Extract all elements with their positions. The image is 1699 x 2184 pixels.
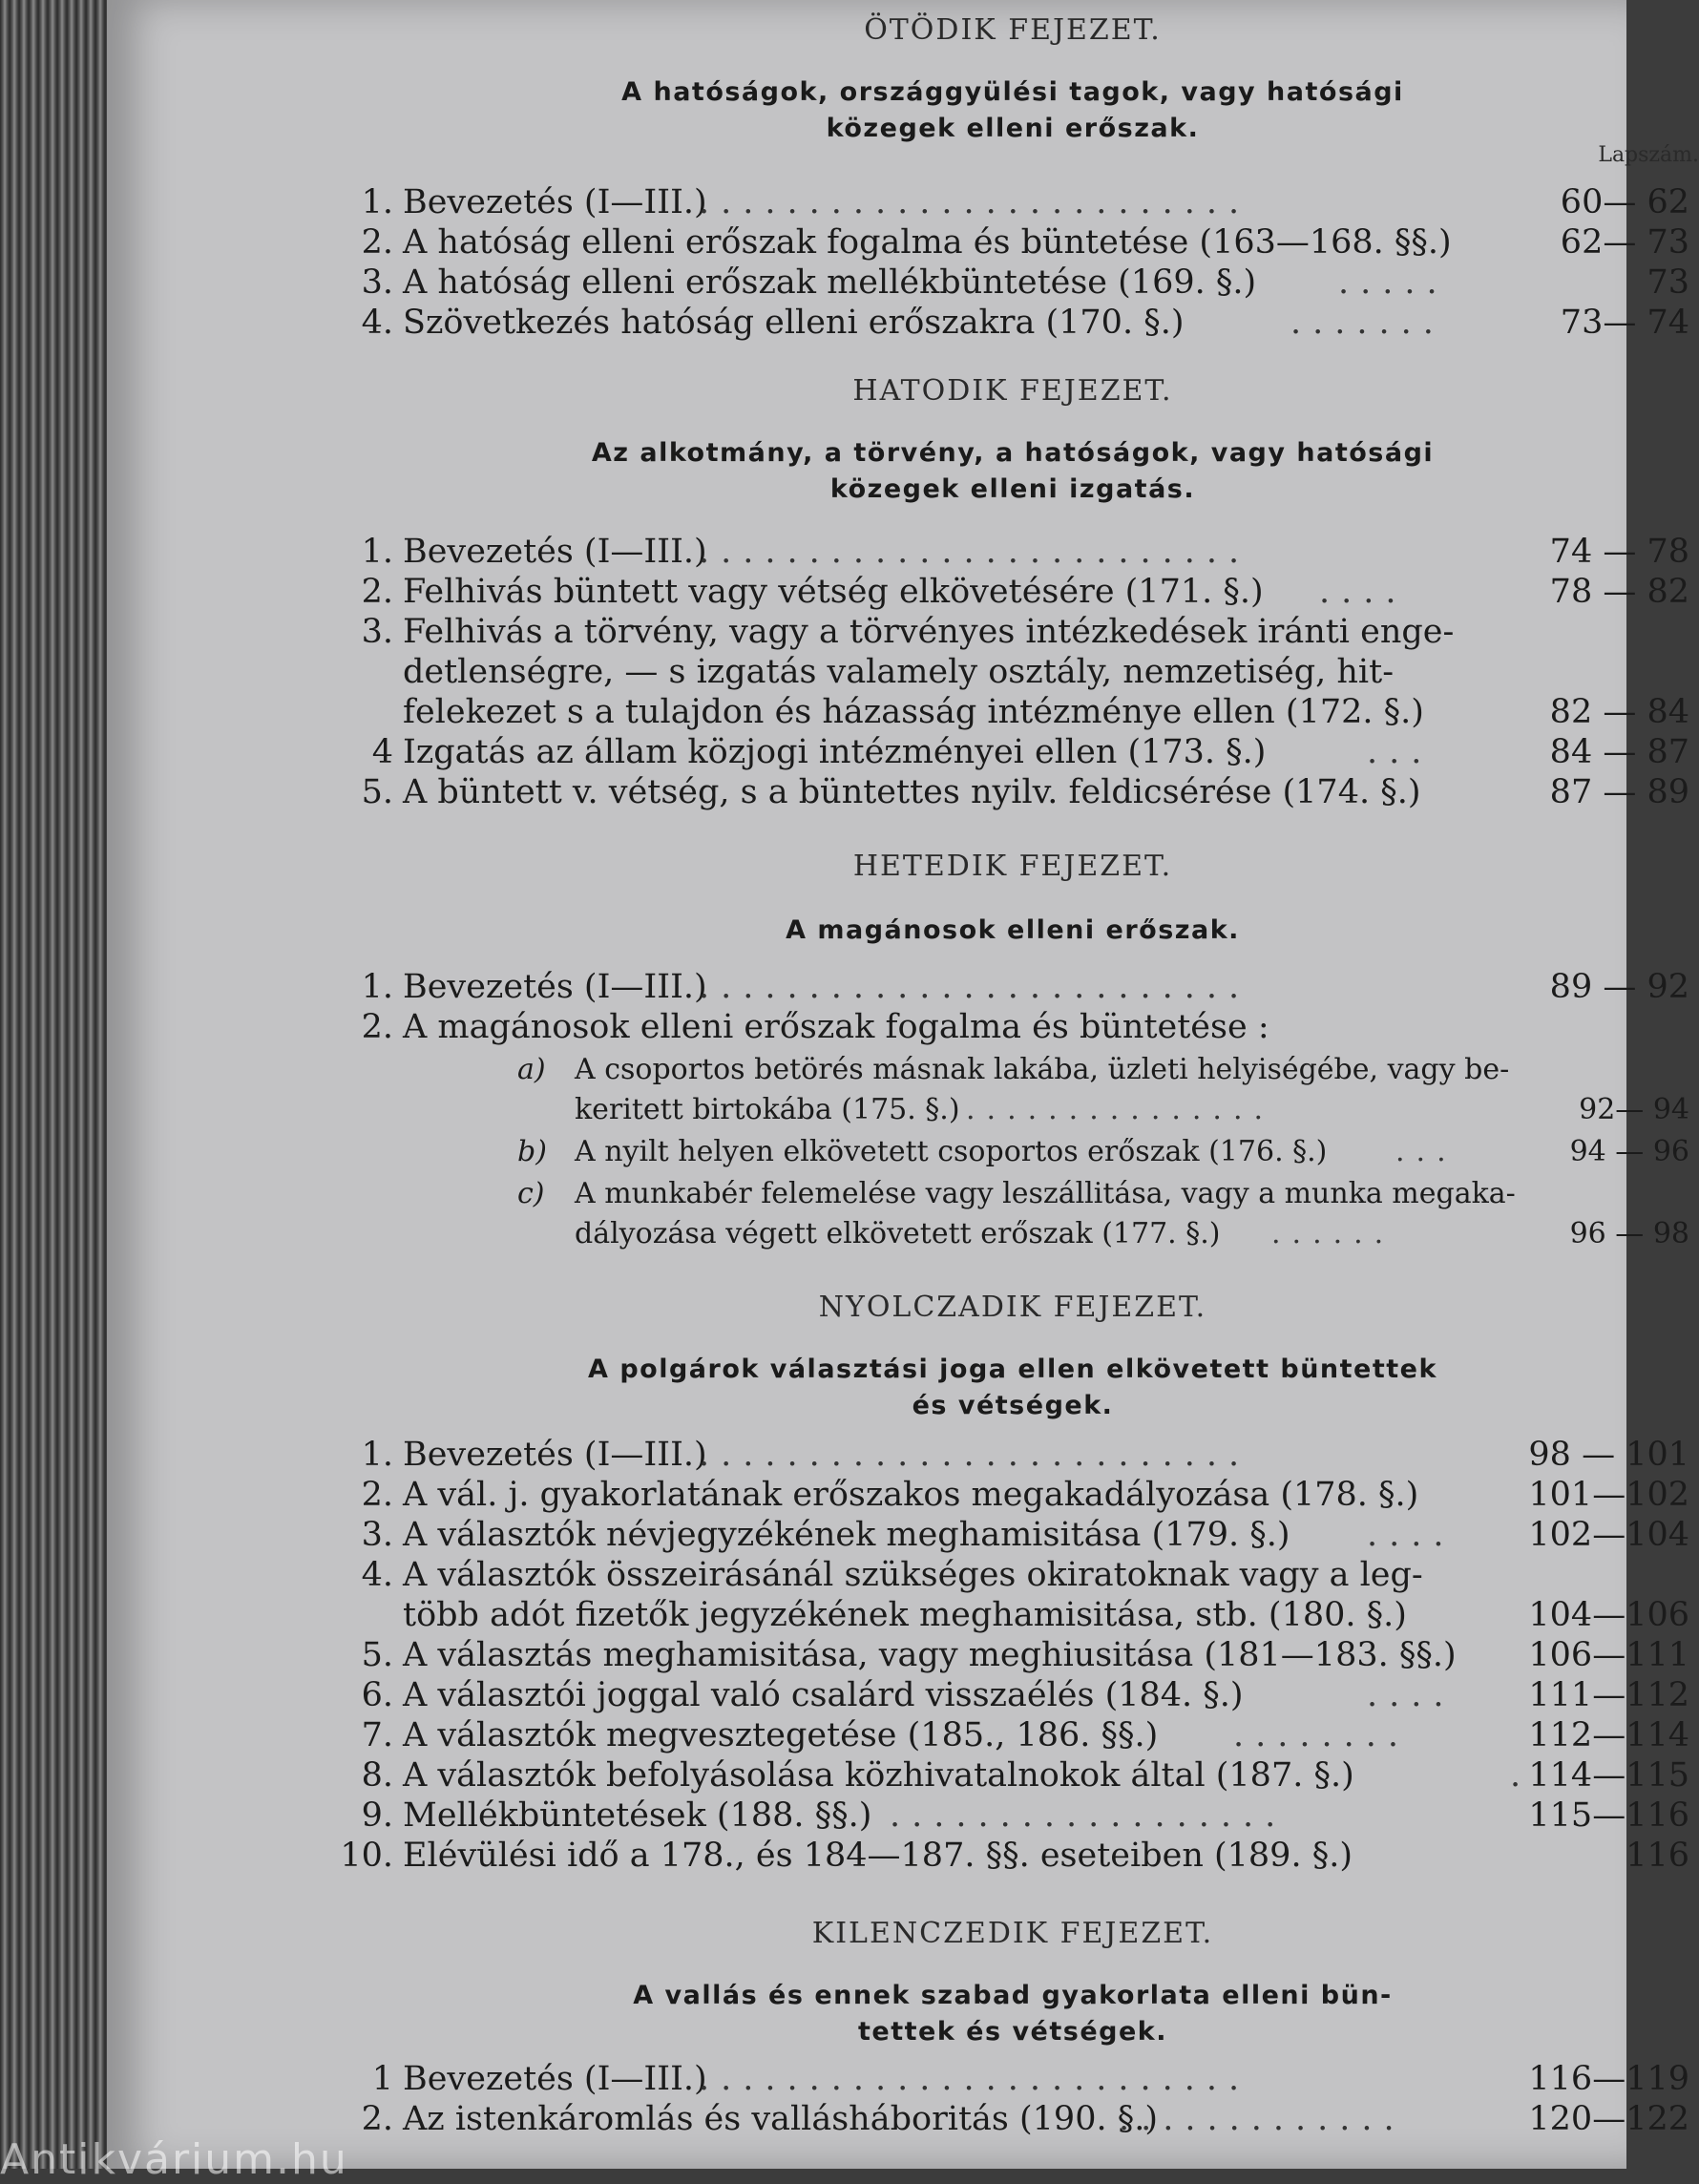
book-page: ÖTÖDIK FEJEZET. A hatóságok, országgyülési tagok, vagy hatósági közegek elleni erőszak. Lapszám. 1. Bevezetés (I—III.) ......................... 60— 62 2. A hatóság elleni erőszak fogalma és büntetése (163—168. §§.) 62— 73 3. A hatóság elleni erőszak mellékbüntetése (169. §.) ..... 73 4. Szövetkezés hatóság elleni erőszakra (170. §.) ....... 73— 74 HATODIK FEJEZET. Az alkotmány, a törvény, a hatóságok, vagy hatósági közegek elleni izgatás. 1. Bevezetés (I—III.) ......................... 74 — 78 2. Felhivás büntett vagy vétség elkövetésére (171. §.) .... 78 — 82 3. Felhivás a törvény, vagy a törvényes intézkedések iránti enge- detlenségre, — s izgatás valamely osztály, nemzetiség, hit- felekezet s a tulajdon és házasság intézménye ellen (172. §.) 82 — 84 4 Izgatás az állam közjogi intézményei ellen (173. §.) ... 84 — 87 5. A büntett v. vétség, s a büntettes nyilv. feldicsérése (174. §.) 87 — 89 HETEDIK FEJEZET. A magánosok elleni erőszak. 1. Bevezetés (I—III.) ......................... 89 — 92 2. A magánosok elleni erőszak fogalma és büntetése : a) A csoportos betörés másnak lakába, üzleti helyiségébe, vagy be- keritett birtokába (175. §.) ............... 92— 94 b) A nyilt helyen elkövetett csoportos erőszak (176. §.) ... 94 — 96 c) A munkabér felemelése vagy leszállitása, vagy a munka megaka- dályozása végett elkövetett erőszak (177. §.) ...... 96 — 98 NYOLCZADIK FEJEZET. A polgárok választási joga ellen elkövetett büntettek és vétségek. 1. Bevezetés (I—III.) ......................... 98 — 101 2. A vál. j. gyakorlatának erőszakos megakadályozása (178. §.) 101—102 3. A választók névjegyzékének meghamisitása (179. §.) .... 102—104 4. A választók összeirásánál szükséges okiratoknak vagy a leg- több adót fizetők jegyzékének meghamisitása, stb. (180. §.) 104—106 5. A választás meghamisitása, vagy meghiusitása (181—183. §§.) 106—111 6. A választói joggal való csalárd visszaélés (184. §.) .... 111—112 7. A választók megvesztegetése (185., 186. §§.) ........ 112—114 8. A választók befolyásolása közhivatalnokok által (187. §.) . 114—115 9. Mellékbüntetések (188. §§.) .................. 115—116 10. Elévülési idő a 178., és 184—187. §§. eseteiben (189. §.) 116 KILENCZEDIK FEJEZET. A vallás és ennek szabad gyakorlata elleni bün- tettek és vétségek. 1 Bevezetés (I—III.) ......................... 116—119 2. Az istenkáromlás és vallásháboritás (190. §.) ............. 120—122	[107, 0, 1626, 2169]
toc-entry[interactable]: 2. Felhivás büntett vagy vétség elkövetésére (171. §.) .... 78 — 82	[361, 573, 1689, 611]
toc-entry[interactable]: 4 Izgatás az állam közjogi intézményei ellen (173. §.) ... 84 — 87	[371, 733, 1689, 771]
toc-entry[interactable]: 6. A választói joggal való csalárd visszaélés (184. §.) .... 111—112	[361, 1676, 1689, 1714]
toc-entry[interactable]: 5. A választás meghamisitása, vagy meghiusitása (181—183. §§.) 106—111	[361, 1636, 1689, 1674]
chapter-title: A magánosok elleni erőszak.	[786, 915, 1240, 945]
chapter-heading: ÖTÖDIK FEJEZET.	[864, 13, 1162, 47]
toc-entry[interactable]: 1. Bevezetés (I—III.) ......................... 89 — 92	[361, 968, 1689, 1006]
chapter-heading: NYOLCZADIK FEJEZET.	[818, 1291, 1207, 1324]
toc-entry[interactable]: 1 Bevezetés (I—III.) ......................... 116—119	[371, 2060, 1689, 2098]
toc-subentry[interactable]: b) A nyilt helyen elkövetett csoportos erőszak (176. §.) ... 94 — 96	[517, 1135, 1689, 1168]
toc-entry[interactable]: 2. A hatóság elleni erőszak fogalma és büntetése (163—168. §§.) 62— 73	[361, 223, 1689, 262]
toc-entry[interactable]: 2. A magánosok elleni erőszak fogalma és büntetése :	[361, 1008, 1269, 1046]
toc-entry[interactable]: 9. Mellékbüntetések (188. §§.) .................. 115—116	[361, 1796, 1689, 1835]
toc-entry[interactable]: 1. Bevezetés (I—III.) ......................... 74 — 78	[361, 533, 1689, 571]
toc-entry[interactable]: 1. Bevezetés (I—III.) ......................... 60— 62	[361, 183, 1689, 221]
toc-entry[interactable]: 2. A vál. j. gyakorlatának erőszakos megakadályozása (178. §.) 101—102	[361, 1476, 1689, 1514]
chapter-title: A hatóságok, országgyülési tagok, vagy hatósági közegek elleni erőszak.	[621, 77, 1404, 143]
toc-entry[interactable]: 1. Bevezetés (I—III.) ......................... 98 — 101	[361, 1436, 1689, 1474]
chapter-title: Az alkotmány, a törvény, a hatóságok, vagy hatósági közegek elleni izgatás.	[591, 438, 1435, 504]
toc-entry[interactable]: 3. Felhivás a törvény, vagy a törvényes intézkedések iránti enge-	[361, 613, 1455, 651]
toc-subentry[interactable]: c) A munkabér felemelése vagy leszállitása, vagy a munka megaka-	[517, 1177, 1516, 1210]
watermark: Antikvárium.hu	[0, 2135, 348, 2184]
toc-entry[interactable]: 10. Elévülési idő a 178., és 184—187. §§. eseteiben (189. §.) 116	[340, 1837, 1689, 1875]
toc-entry[interactable]: 5. A büntett v. vétség, s a büntettes nyilv. feldicsérése (174. §.) 87 — 89	[361, 773, 1689, 811]
toc-entry[interactable]: 7. A választók megvesztegetése (185., 186. §§.) ........ 112—114	[361, 1716, 1689, 1754]
chapter-title: A vallás és ennek szabad gyakorlata elleni bün- tettek és vétségek.	[633, 1981, 1393, 2047]
toc-entry[interactable]: 3. A választók névjegyzékének meghamisitása (179. §.) .... 102—104	[361, 1516, 1689, 1554]
chapter-heading: HETEDIK FEJEZET.	[852, 850, 1173, 883]
page-number-label: Lapszám.	[1598, 143, 1699, 167]
chapter-heading: HATODIK FEJEZET.	[852, 374, 1173, 408]
toc-entry[interactable]: 8. A választók befolyásolása közhivatalnokok által (187. §.) . 114—115	[361, 1756, 1689, 1795]
toc-entry[interactable]: 4. Szövetkezés hatóság elleni erőszakra (170. §.) ....... 73— 74	[361, 304, 1689, 342]
toc-entry[interactable]: 3. A hatóság elleni erőszak mellékbüntetése (169. §.) ..... 73	[361, 263, 1689, 302]
toc-entry[interactable]: 2. Az istenkáromlás és vallásháboritás (190. §.) ............. 120—122	[361, 2100, 1689, 2138]
chapter-heading: KILENCZEDIK FEJEZET.	[811, 1917, 1214, 1950]
toc-entry[interactable]: 4. A választók összeirásánál szükséges okiratoknak vagy a leg-	[361, 1556, 1423, 1594]
chapter-title: A polgárok választási joga ellen elkövetett büntettek és vétségek.	[588, 1354, 1437, 1420]
toc-subentry[interactable]: a) A csoportos betörés másnak lakába, üzleti helyiségébe, vagy be-	[517, 1053, 1510, 1086]
